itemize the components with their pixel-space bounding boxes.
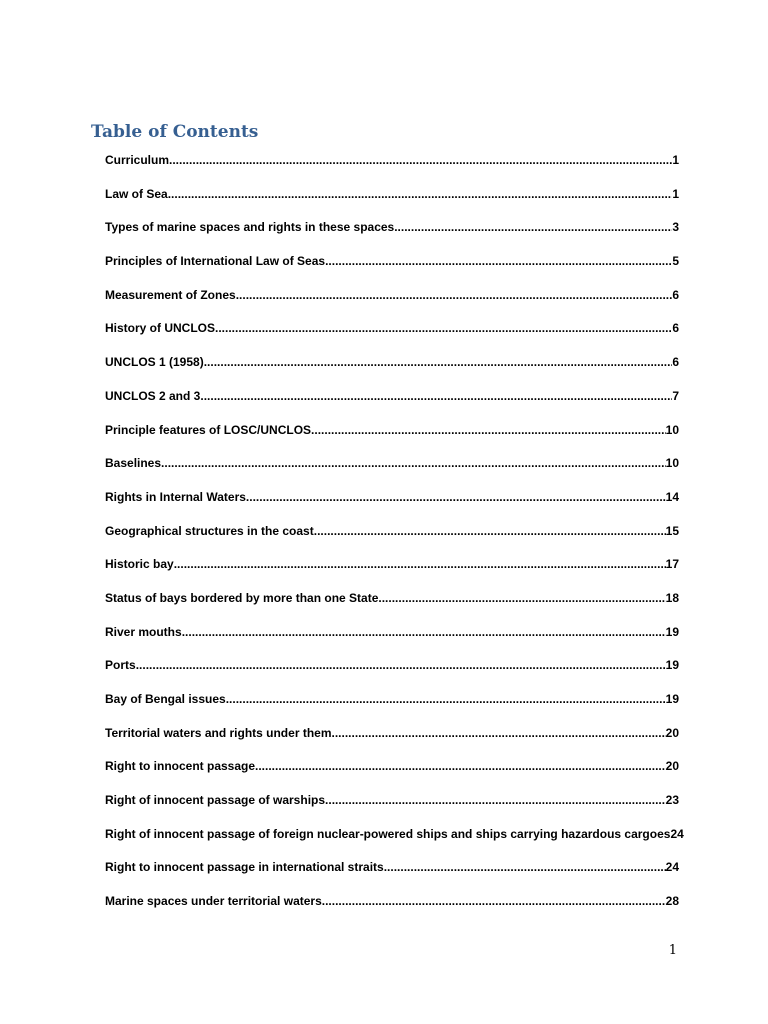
toc-entry-label: Law of Sea: [105, 186, 168, 201]
toc-entry-label: Types of marine spaces and rights in these spaces: [105, 220, 395, 235]
toc-leader-dots: [246, 490, 666, 504]
toc-entry-10[interactable]: [105, 456, 679, 490]
toc-entry-label: Baselines: [105, 456, 162, 471]
toc-entry-21[interactable]: [105, 826, 684, 861]
toc-entry-page-number: 20: [665, 759, 679, 774]
toc-entry-label: Curriculum: [105, 153, 170, 167]
toc-entry-label: UNCLOS 1 (1958): [105, 355, 204, 370]
toc-entry-label: Right of innocent passage of foreign nuclear-powered ships and ships carrying hazardous cargoes: [105, 826, 671, 841]
toc-entry-page-number: 19: [665, 658, 679, 673]
toc-leader-dots: [215, 321, 672, 335]
toc-entry-label: Principles of International Law of Seas: [105, 254, 326, 269]
toc-entry-23[interactable]: [105, 894, 679, 928]
toc-heading: Table of Contents: [91, 122, 259, 142]
toc-entry-page-number: 6: [672, 321, 679, 336]
toc-leader-dots: [236, 288, 673, 302]
toc-entry-page-number: 19: [665, 624, 679, 639]
toc-leader-dots: [204, 355, 673, 369]
toc-entry-page-number: 17: [665, 557, 679, 572]
toc-leader-dots: [314, 524, 666, 538]
toc-leader-dots: [136, 658, 666, 672]
toc-entry-14[interactable]: [105, 591, 679, 625]
toc-entry-4[interactable]: [105, 254, 679, 288]
toc-entry-page-number: 14: [665, 489, 679, 504]
toc-entry-label: Geographical structures in the coast: [105, 523, 314, 538]
toc-entry-16[interactable]: [105, 658, 679, 692]
toc-leader-dots: [394, 220, 672, 234]
toc-entry-2[interactable]: [105, 187, 679, 221]
toc-leader-dots: [311, 423, 666, 437]
toc-entry-6[interactable]: [105, 321, 679, 355]
toc-entry-page-number: 5: [672, 254, 679, 269]
toc-entry-page-number: 3: [672, 220, 679, 235]
toc-leader-dots: [322, 894, 666, 908]
toc-leader-dots: [161, 456, 666, 470]
toc-entry-label: River mouths: [105, 624, 182, 639]
toc-entry-label: Status of bays bordered by more than one State: [105, 590, 379, 605]
toc-entry-label: Territorial waters and rights under them: [105, 725, 332, 740]
toc-entry-label: Ports: [105, 658, 136, 673]
toc-leader-dots: [226, 692, 666, 706]
toc-entry-page-number: 10: [665, 456, 679, 471]
toc-entry-page-number: 18: [665, 590, 679, 605]
toc-entry-page-number: 15: [665, 523, 679, 538]
toc-entry-19[interactable]: [105, 759, 679, 793]
toc-entry-1[interactable]: [105, 153, 679, 187]
toc-entry-label: Principle features of LOSC/UNCLOS: [105, 422, 312, 437]
toc-entry-22[interactable]: [105, 860, 679, 894]
toc-leader-dots: [182, 625, 666, 639]
toc-entry-label: Measurement of Zones: [105, 287, 236, 302]
toc-entry-5[interactable]: [105, 288, 679, 322]
toc-entry-11[interactable]: [105, 490, 679, 524]
toc-entry-page-number: 23: [665, 793, 679, 808]
toc-leader-dots: [332, 726, 666, 740]
toc-entry-page-number: 1: [672, 153, 679, 167]
toc-entry-label: Right to innocent passage in international straits: [105, 860, 384, 875]
toc-entry-13[interactable]: [105, 557, 679, 591]
toc-entry-page-number: 28: [665, 894, 679, 909]
toc-leader-dots: [174, 557, 666, 571]
toc-leader-dots: [325, 793, 666, 807]
toc-entry-9[interactable]: [105, 423, 679, 457]
toc-entry-label: History of UNCLOS: [105, 321, 216, 336]
toc-leader-dots: [384, 860, 666, 874]
toc-entry-page-number: 6: [672, 287, 679, 302]
toc-entry-3[interactable]: [105, 220, 679, 254]
toc-entry-page-number: 10: [665, 422, 679, 437]
toc-entry-page-number: 24: [665, 860, 679, 875]
toc-entry-label: Marine spaces under territorial waters: [105, 894, 322, 909]
toc-entry-7[interactable]: [105, 355, 679, 389]
toc-entry-label: Bay of Bengal issues: [105, 692, 226, 706]
toc-entry-page-number: 6: [672, 355, 679, 370]
toc-entry-label: Right to innocent passage: [105, 759, 256, 774]
toc-entry-18[interactable]: [105, 726, 679, 760]
toc-leader-dots: [378, 591, 665, 605]
toc-entry-label: UNCLOS 2 and 3: [105, 388, 201, 403]
toc-leader-dots: [325, 254, 672, 268]
toc-entry-label: Right of innocent passage of warships: [105, 793, 326, 808]
toc-leader-dots: [200, 389, 672, 403]
toc-entry-page-number: 7: [672, 388, 679, 403]
toc-entry-8[interactable]: [105, 389, 679, 423]
toc-entry-15[interactable]: [105, 625, 679, 659]
toc-leader-dots: [255, 759, 666, 773]
toc-entry-17[interactable]: [105, 692, 679, 726]
toc-leader-dots: [169, 153, 672, 167]
toc-entry-label: Rights in Internal Waters: [105, 489, 246, 504]
toc-entry-page-number: 20: [665, 725, 679, 740]
toc-entry-label: Historic bay: [105, 557, 174, 572]
toc-entry-20[interactable]: [105, 793, 679, 827]
toc-entry-page-number: 1: [672, 186, 679, 201]
toc-list: [105, 153, 684, 928]
page-number: 1: [668, 943, 677, 958]
toc-entry-page-number: 24: [670, 826, 684, 841]
toc-entry-12[interactable]: [105, 524, 679, 558]
toc-leader-dots: [168, 187, 673, 201]
toc-entry-page-number: 19: [665, 692, 679, 706]
